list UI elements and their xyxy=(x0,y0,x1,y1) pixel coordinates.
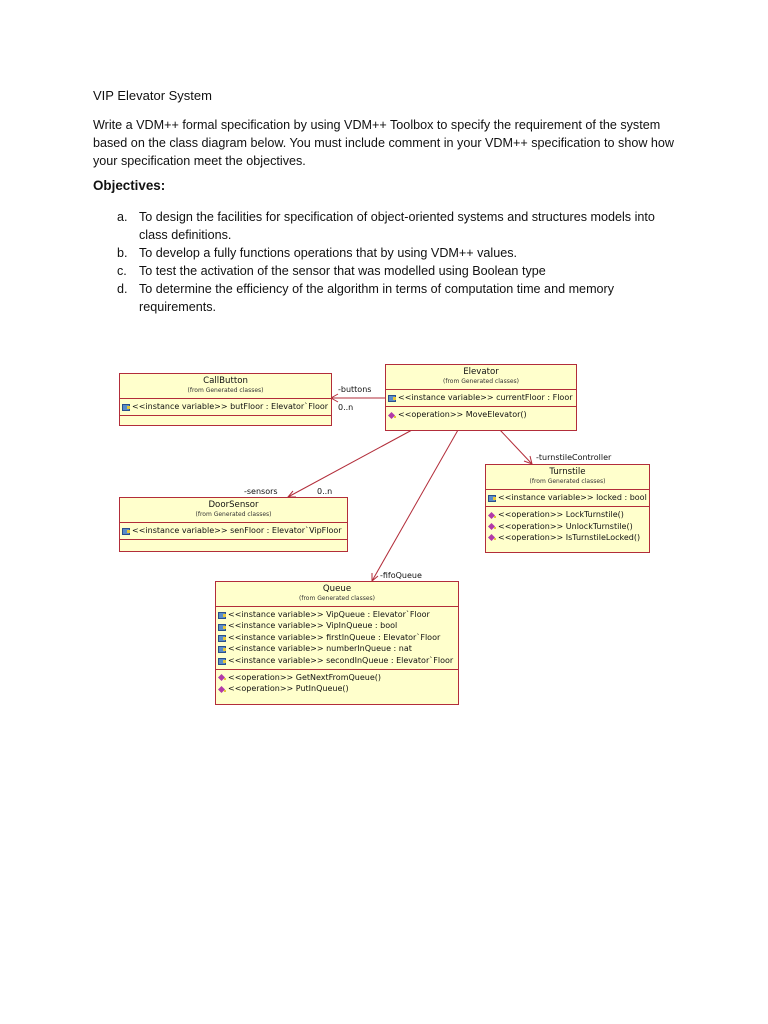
instance-variable-icon xyxy=(218,657,227,664)
instance-variable-icon xyxy=(488,494,497,501)
class-package: (from Generated classes) xyxy=(298,595,375,602)
objective-marker: c. xyxy=(117,264,127,278)
class-package: (from Generated classes) xyxy=(529,478,606,485)
attribute-row xyxy=(488,492,647,503)
objective-marker: d. xyxy=(117,282,128,296)
instance-variable-icon xyxy=(122,403,131,410)
class-name: DoorSensor xyxy=(208,500,259,510)
class-name: Elevator xyxy=(463,367,499,377)
instance-variable-icon xyxy=(218,645,227,652)
class-elevator xyxy=(385,364,577,431)
operation-icon xyxy=(218,674,227,681)
sensors-association xyxy=(288,430,412,497)
instance-variable-icon xyxy=(218,623,227,630)
objective-text: To test the activation of the sensor that was modelled using Boolean type xyxy=(139,264,546,278)
operation-row xyxy=(488,532,647,543)
class-name: Queue xyxy=(322,584,352,594)
turnstile-association xyxy=(500,430,532,464)
attribute-row xyxy=(218,632,456,643)
class-name: Turnstile xyxy=(549,467,586,477)
attribute-row xyxy=(218,620,456,631)
operation-row xyxy=(218,672,456,683)
operation-text: <<operation>> MoveElevator() xyxy=(398,410,527,420)
queue-arrowhead xyxy=(372,573,378,581)
class-package: (from Generated classes) xyxy=(442,378,519,385)
objective-marker: a. xyxy=(117,210,128,224)
class-package: (from Generated classes) xyxy=(187,387,264,394)
intro-paragraph: Write a VDM++ formal specification by using VDM++ Toolbox to specify the requirement of the system based on the class diagram below. You must include comment in your VDM++ specification to show how your specification meet the objectives. xyxy=(93,118,675,168)
objective-text: To determine the efficiency of the algorithm in terms of computation time and memory requirements. xyxy=(139,282,615,314)
attribute-row xyxy=(218,655,456,666)
buttons-role-label: -buttons xyxy=(338,385,372,394)
attribute-text: <<instance variable>> secondInQueue : Elevator`Floor xyxy=(228,655,454,665)
attribute-row xyxy=(218,609,456,620)
sensors-multiplicity: 0..n xyxy=(317,487,333,496)
operation-icon xyxy=(488,534,497,541)
buttons-multiplicity: 0..n xyxy=(338,403,354,412)
objectives-heading: Objectives: xyxy=(93,178,166,193)
operation-row xyxy=(488,521,647,532)
attribute-row xyxy=(122,401,329,412)
instance-variable-icon xyxy=(218,611,227,618)
operation-row xyxy=(218,683,456,694)
operation-row xyxy=(488,509,647,520)
attribute-text: <<instance variable>> currentFloor : Floor xyxy=(398,393,573,402)
attribute-row xyxy=(388,392,574,403)
class-callbutton xyxy=(119,373,332,426)
instance-variable-icon xyxy=(122,527,131,534)
turnstile-role-label: -turnstileController xyxy=(536,453,612,462)
operation-icon xyxy=(218,686,227,693)
attribute-text: <<instance variable>> numberInQueue : nat xyxy=(228,644,412,654)
attribute-text: <<instance variable>> butFloor : Elevator`Floor xyxy=(132,402,329,411)
operation-text: <<operation>> LockTurnstile() xyxy=(498,510,624,520)
attribute-text: <<instance variable>> locked : bool xyxy=(498,493,647,502)
operation-text: <<operation>> PutInQueue() xyxy=(228,684,349,694)
operation-text: <<operation>> IsTurnstileLocked() xyxy=(498,533,641,543)
queue-association xyxy=(372,430,458,581)
attribute-row xyxy=(122,525,345,536)
attribute-text: <<instance variable>> firstInQueue : Elevator`Floor xyxy=(228,632,441,642)
queue-role-label: -fifoQueue xyxy=(380,571,422,580)
sensors-role-label: -sensors xyxy=(244,487,278,496)
operation-icon xyxy=(388,412,397,419)
operation-icon xyxy=(488,512,497,519)
class-turnstile xyxy=(485,464,650,553)
instance-variable-icon xyxy=(218,634,227,641)
operation-text: <<operation>> UnlockTurnstile() xyxy=(498,521,633,531)
attribute-text: <<instance variable>> VipInQueue : bool xyxy=(228,621,398,631)
objective-text: To design the facilities for specification of object-oriented systems and structures models into class definitions. xyxy=(139,210,655,242)
objective-text: To develop a fully functions operations that by using VDM++ values. xyxy=(139,246,518,260)
class-doorsensor xyxy=(119,497,348,552)
class-package: (from Generated classes) xyxy=(195,511,272,518)
operation-text: <<operation>> GetNextFromQueue() xyxy=(228,673,382,683)
attribute-text: <<instance variable>> senFloor : Elevator`VipFloor xyxy=(132,526,342,535)
attribute-row xyxy=(218,643,456,654)
operation-row xyxy=(388,409,574,420)
attribute-text: <<instance variable>> VipQueue : Elevator`Floor xyxy=(228,610,430,619)
class-queue xyxy=(215,581,459,705)
document-title: VIP Elevator System xyxy=(93,88,212,103)
class-name: CallButton xyxy=(203,376,248,386)
operation-icon xyxy=(488,523,497,530)
instance-variable-icon xyxy=(388,394,397,401)
objective-marker: b. xyxy=(117,246,128,260)
